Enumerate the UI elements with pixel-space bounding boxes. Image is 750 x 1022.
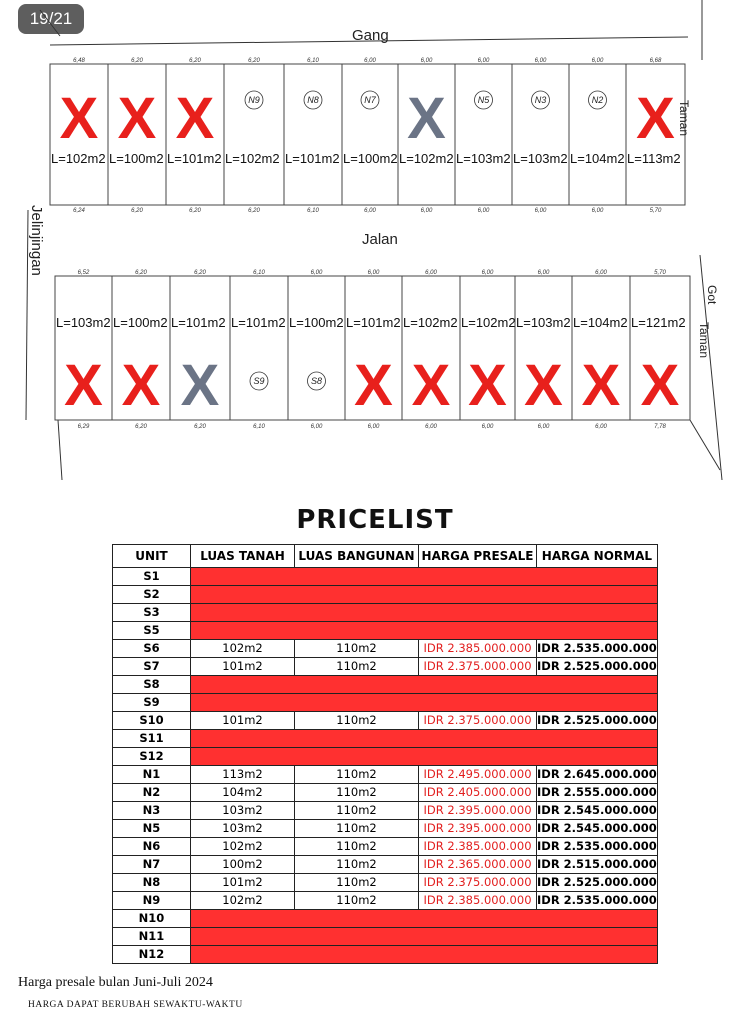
plot-boundary (512, 64, 569, 205)
plot (626, 58, 685, 214)
plot-area: L=113m2 (627, 151, 681, 166)
table-row (113, 892, 658, 910)
unit-cell: S1 (113, 568, 191, 586)
luas-bangunan-cell: 110m2 (295, 874, 419, 892)
harga-normal-cell: IDR 2.545.000.000 (537, 802, 658, 820)
table-row (113, 640, 658, 658)
unit-cell: N12 (113, 946, 191, 964)
plot-bottom-dimension: 6,00 (367, 424, 380, 430)
plot-area: L=101m2 (171, 315, 226, 330)
harga-presale-cell: IDR 2.385.000.000 (419, 892, 537, 910)
plot-top-dimension: 6,00 (367, 270, 380, 276)
price-table (112, 544, 658, 964)
sold-x-mark: X (175, 86, 215, 151)
plot-bottom-dimension: 6,20 (135, 424, 147, 430)
table-row (113, 712, 658, 730)
luas-bangunan-cell: 110m2 (295, 838, 419, 856)
unit-cell: N11 (113, 928, 191, 946)
table-row (113, 856, 658, 874)
unit-cell: S7 (113, 658, 191, 676)
plot-area: L=102m2 (461, 315, 516, 330)
luas-tanah-cell: 103m2 (191, 802, 295, 820)
harga-presale-cell: IDR 2.385.000.000 (419, 838, 537, 856)
plot-boundary (224, 64, 284, 205)
image-counter: 19/21 (18, 4, 84, 34)
table-row (113, 568, 658, 586)
unit-cell: N10 (113, 910, 191, 928)
luas-bangunan-cell: 110m2 (295, 640, 419, 658)
luas-bangunan-cell: 110m2 (295, 766, 419, 784)
unit-id: S8 (310, 376, 323, 386)
luas-tanah-cell: 100m2 (191, 856, 295, 874)
table-row (113, 802, 658, 820)
top-row-plots (50, 58, 685, 214)
harga-normal-cell: IDR 2.525.000.000 (537, 874, 658, 892)
sold-out-cell (191, 928, 658, 946)
luas-tanah-cell: 101m2 (191, 712, 295, 730)
plot (170, 270, 230, 430)
plot-bottom-dimension: 6,00 (595, 424, 607, 430)
harga-presale-cell: IDR 2.375.000.000 (419, 874, 537, 892)
unit-id: N2 (591, 95, 604, 105)
table-row (113, 604, 658, 622)
plot-top-dimension: 6,20 (248, 58, 260, 64)
plot-bottom-dimension: 6,00 (537, 424, 550, 430)
gang-road-label: Gang (352, 27, 389, 44)
plot-bottom-dimension: 6,00 (477, 208, 490, 214)
plot-area: L=100m2 (343, 151, 398, 166)
plot-area: L=103m2 (516, 315, 571, 330)
sold-x-mark: X (411, 353, 451, 418)
plot (402, 270, 460, 430)
sold-out-cell (191, 568, 658, 586)
plot (50, 58, 108, 214)
unit-id: N7 (364, 95, 376, 105)
harga-presale-cell: IDR 2.395.000.000 (419, 802, 537, 820)
plot-bottom-dimension: 6,00 (364, 208, 376, 214)
table-row (113, 766, 658, 784)
plot (55, 270, 112, 430)
luas-tanah-cell: 102m2 (191, 838, 295, 856)
table-row (113, 910, 658, 928)
plot-area: L=101m2 (346, 315, 401, 330)
plot-area: L=104m2 (570, 151, 625, 166)
sold-x-mark: X (59, 86, 99, 151)
sold-out-cell (191, 748, 658, 766)
sold-x-mark: X (636, 86, 675, 151)
plot-top-dimension: 6,52 (77, 270, 90, 276)
unit-cell: N8 (113, 874, 191, 892)
right-boundary-line (690, 420, 720, 470)
plot (166, 58, 224, 214)
table-row (113, 622, 658, 640)
plot-top-dimension: 6,48 (73, 58, 85, 64)
presale-period-note: Harga presale bulan Juni-Juli 2024 (18, 975, 213, 990)
plot-top-dimension: 6,20 (189, 58, 201, 64)
sold-x-mark: X (117, 86, 157, 151)
table-row (113, 784, 658, 802)
unit-cell: S2 (113, 586, 191, 604)
unit-cell: S11 (113, 730, 191, 748)
sold-x-mark: X (581, 353, 621, 418)
plot (460, 270, 516, 430)
plot-boundary (288, 276, 345, 420)
plot-bottom-dimension: 6,00 (591, 208, 604, 214)
plot-top-dimension: 6,00 (591, 58, 604, 64)
plot-boundary (569, 64, 626, 205)
unit-cell: N2 (113, 784, 191, 802)
harga-normal-cell: IDR 2.535.000.000 (537, 892, 658, 910)
plot-area: L=102m2 (399, 151, 454, 166)
table-row (113, 838, 658, 856)
plot-area: L=100m2 (109, 151, 164, 166)
plot-area: L=121m2 (631, 315, 686, 330)
sold-x-mark: X (640, 353, 680, 418)
header-luas-bangunan: LUAS BANGUNAN (295, 545, 419, 568)
unit-cell: N9 (113, 892, 191, 910)
reserved-x-mark: X (180, 353, 220, 418)
plot-bottom-dimension: 6,20 (194, 424, 206, 430)
table-row (113, 748, 658, 766)
luas-bangunan-cell: 110m2 (295, 712, 419, 730)
sold-out-cell (191, 694, 658, 712)
plot (572, 270, 630, 430)
luas-bangunan-cell: 110m2 (295, 802, 419, 820)
plot-area: L=101m2 (167, 151, 222, 166)
unit-cell: S9 (113, 694, 191, 712)
jalan-road-label: Jalan (362, 231, 398, 248)
unit-cell: S10 (113, 712, 191, 730)
plot (224, 58, 284, 214)
harga-presale-cell: IDR 2.395.000.000 (419, 820, 537, 838)
unit-cell: S3 (113, 604, 191, 622)
plot-top-dimension: 6,00 (420, 58, 433, 64)
harga-presale-cell: IDR 2.375.000.000 (419, 712, 537, 730)
plot (108, 58, 166, 214)
luas-bangunan-cell: 110m2 (295, 784, 419, 802)
plot-bottom-dimension: 6,20 (189, 208, 201, 214)
plot (342, 58, 398, 214)
plot-top-dimension: 6,10 (253, 270, 265, 276)
unit-cell: N1 (113, 766, 191, 784)
sold-x-mark: X (468, 353, 507, 418)
left-boundary-line (58, 420, 62, 480)
plot-bottom-dimension: 6,20 (248, 208, 260, 214)
sold-out-cell (191, 946, 658, 964)
plot-area: L=102m2 (225, 151, 280, 166)
harga-normal-cell: IDR 2.555.000.000 (537, 784, 658, 802)
sold-out-cell (191, 676, 658, 694)
harga-normal-cell: IDR 2.525.000.000 (537, 712, 658, 730)
plot-top-dimension: 6,68 (649, 58, 662, 64)
unit-cell: S5 (113, 622, 191, 640)
plot-top-dimension: 6,10 (307, 58, 319, 64)
unit-cell: S12 (113, 748, 191, 766)
taman-top-label: Taman (677, 100, 691, 137)
plot-area: L=101m2 (285, 151, 340, 166)
plot-boundary (455, 64, 512, 205)
header-harga-normal: HARGA NORMAL (537, 545, 658, 568)
sold-out-cell (191, 730, 658, 748)
luas-tanah-cell: 101m2 (191, 874, 295, 892)
jelinjingan-road-edge (26, 210, 28, 420)
plot-area: L=104m2 (573, 315, 628, 330)
harga-normal-cell: IDR 2.525.000.000 (537, 658, 658, 676)
plot-bottom-dimension: 6,29 (77, 424, 90, 430)
harga-normal-cell: IDR 2.535.000.000 (537, 640, 658, 658)
table-header-row (113, 545, 658, 568)
plot-bottom-dimension: 7,78 (654, 424, 666, 430)
plot (345, 270, 402, 430)
plot-area: L=101m2 (231, 315, 286, 330)
plot (230, 270, 288, 430)
plot-area: L=102m2 (403, 315, 458, 330)
header-harga-presale: HARGA PRESALE (419, 545, 537, 568)
luas-bangunan-cell: 110m2 (295, 856, 419, 874)
plot-top-dimension: 6,20 (194, 270, 206, 276)
header-unit: UNIT (113, 545, 191, 568)
table-row (113, 928, 658, 946)
harga-presale-cell: IDR 2.385.000.000 (419, 640, 537, 658)
unit-id: N8 (307, 95, 319, 105)
luas-tanah-cell: 102m2 (191, 640, 295, 658)
harga-presale-cell: IDR 2.365.000.000 (419, 856, 537, 874)
plot-area: L=103m2 (56, 315, 111, 330)
plot-top-dimension: 6,00 (595, 270, 607, 276)
unit-id: S9 (253, 376, 265, 386)
plot-top-dimension: 6,00 (364, 58, 376, 64)
plot-top-dimension: 6,00 (537, 270, 550, 276)
plot (515, 270, 572, 430)
sold-x-mark: X (121, 353, 161, 418)
unit-cell: N7 (113, 856, 191, 874)
unit-id: N5 (477, 95, 490, 105)
plot (512, 58, 569, 214)
plot-bottom-dimension: 6,10 (253, 424, 265, 430)
plot-bottom-dimension: 6,20 (131, 208, 143, 214)
harga-presale-cell: IDR 2.405.000.000 (419, 784, 537, 802)
sold-out-cell (191, 910, 658, 928)
harga-normal-cell: IDR 2.545.000.000 (537, 820, 658, 838)
plot-area: L=103m2 (456, 151, 511, 166)
unit-cell: S8 (113, 676, 191, 694)
plot-bottom-dimension: 5,70 (649, 208, 662, 214)
plot (630, 270, 690, 430)
bottom-row-plots (55, 270, 690, 430)
plot-top-dimension: 6,20 (131, 58, 143, 64)
unit-id: N9 (248, 95, 260, 105)
plot-area: L=100m2 (289, 315, 344, 330)
plot-area: L=100m2 (113, 315, 168, 330)
plot-top-dimension: 5,70 (654, 270, 666, 276)
sold-x-mark: X (64, 353, 103, 418)
harga-normal-cell: IDR 2.645.000.000 (537, 766, 658, 784)
plot (569, 58, 626, 214)
luas-tanah-cell: 104m2 (191, 784, 295, 802)
plot (112, 270, 170, 430)
plot-bottom-dimension: 6,24 (73, 208, 85, 214)
sold-x-mark: X (354, 353, 393, 418)
luas-tanah-cell: 103m2 (191, 820, 295, 838)
luas-tanah-cell: 113m2 (191, 766, 295, 784)
table-row (113, 658, 658, 676)
harga-normal-cell: IDR 2.535.000.000 (537, 838, 658, 856)
table-row (113, 730, 658, 748)
plot-boundary (284, 64, 342, 205)
plot (288, 270, 345, 430)
reserved-x-mark: X (407, 86, 446, 151)
plot-bottom-dimension: 6,00 (481, 424, 494, 430)
header-luas-tanah: LUAS TANAH (191, 545, 295, 568)
table-row (113, 676, 658, 694)
unit-cell: N3 (113, 802, 191, 820)
harga-normal-cell: IDR 2.515.000.000 (537, 856, 658, 874)
jelinjingan-road-label: Jelinjingan (28, 205, 45, 276)
table-row (113, 874, 658, 892)
plot-bottom-dimension: 6,00 (534, 208, 547, 214)
table-row (113, 946, 658, 964)
table-row (113, 820, 658, 838)
table-row (113, 586, 658, 604)
plot-top-dimension: 6,00 (310, 270, 323, 276)
gang-road-edge (40, 10, 60, 36)
pricelist-title: PRICELIST (296, 505, 454, 535)
unit-cell: N5 (113, 820, 191, 838)
plot-boundary (230, 276, 288, 420)
harga-presale-cell: IDR 2.375.000.000 (419, 658, 537, 676)
plot-top-dimension: 6,00 (481, 270, 494, 276)
unit-id: N3 (534, 95, 547, 105)
plot (398, 58, 455, 214)
plot-top-dimension: 6,00 (425, 270, 437, 276)
sold-out-cell (191, 622, 658, 640)
plot-top-dimension: 6,00 (477, 58, 490, 64)
plot (284, 58, 342, 214)
plot-bottom-dimension: 6,00 (310, 424, 323, 430)
luas-bangunan-cell: 110m2 (295, 892, 419, 910)
sold-out-cell (191, 586, 658, 604)
luas-tanah-cell: 101m2 (191, 658, 295, 676)
unit-cell: S6 (113, 640, 191, 658)
plot-bottom-dimension: 6,00 (420, 208, 433, 214)
price-disclaimer: HARGA DAPAT BERUBAH SEWAKTU-WAKTU (28, 1000, 243, 1010)
table-row (113, 694, 658, 712)
plot-top-dimension: 6,20 (135, 270, 147, 276)
plot-area: L=103m2 (513, 151, 568, 166)
unit-cell: N6 (113, 838, 191, 856)
sold-x-mark: X (524, 353, 563, 418)
plot-area: L=102m2 (51, 151, 106, 166)
plot-bottom-dimension: 6,10 (307, 208, 319, 214)
sold-out-cell (191, 604, 658, 622)
plot (455, 58, 512, 214)
plot-top-dimension: 6,00 (534, 58, 547, 64)
luas-bangunan-cell: 110m2 (295, 820, 419, 838)
site-plan (0, 0, 750, 500)
luas-bangunan-cell: 110m2 (295, 658, 419, 676)
plot-boundary (342, 64, 398, 205)
plot-bottom-dimension: 6,00 (425, 424, 437, 430)
luas-tanah-cell: 102m2 (191, 892, 295, 910)
got-label: Got (705, 285, 719, 305)
harga-presale-cell: IDR 2.495.000.000 (419, 766, 537, 784)
taman-bottom-label: Taman (697, 322, 711, 359)
